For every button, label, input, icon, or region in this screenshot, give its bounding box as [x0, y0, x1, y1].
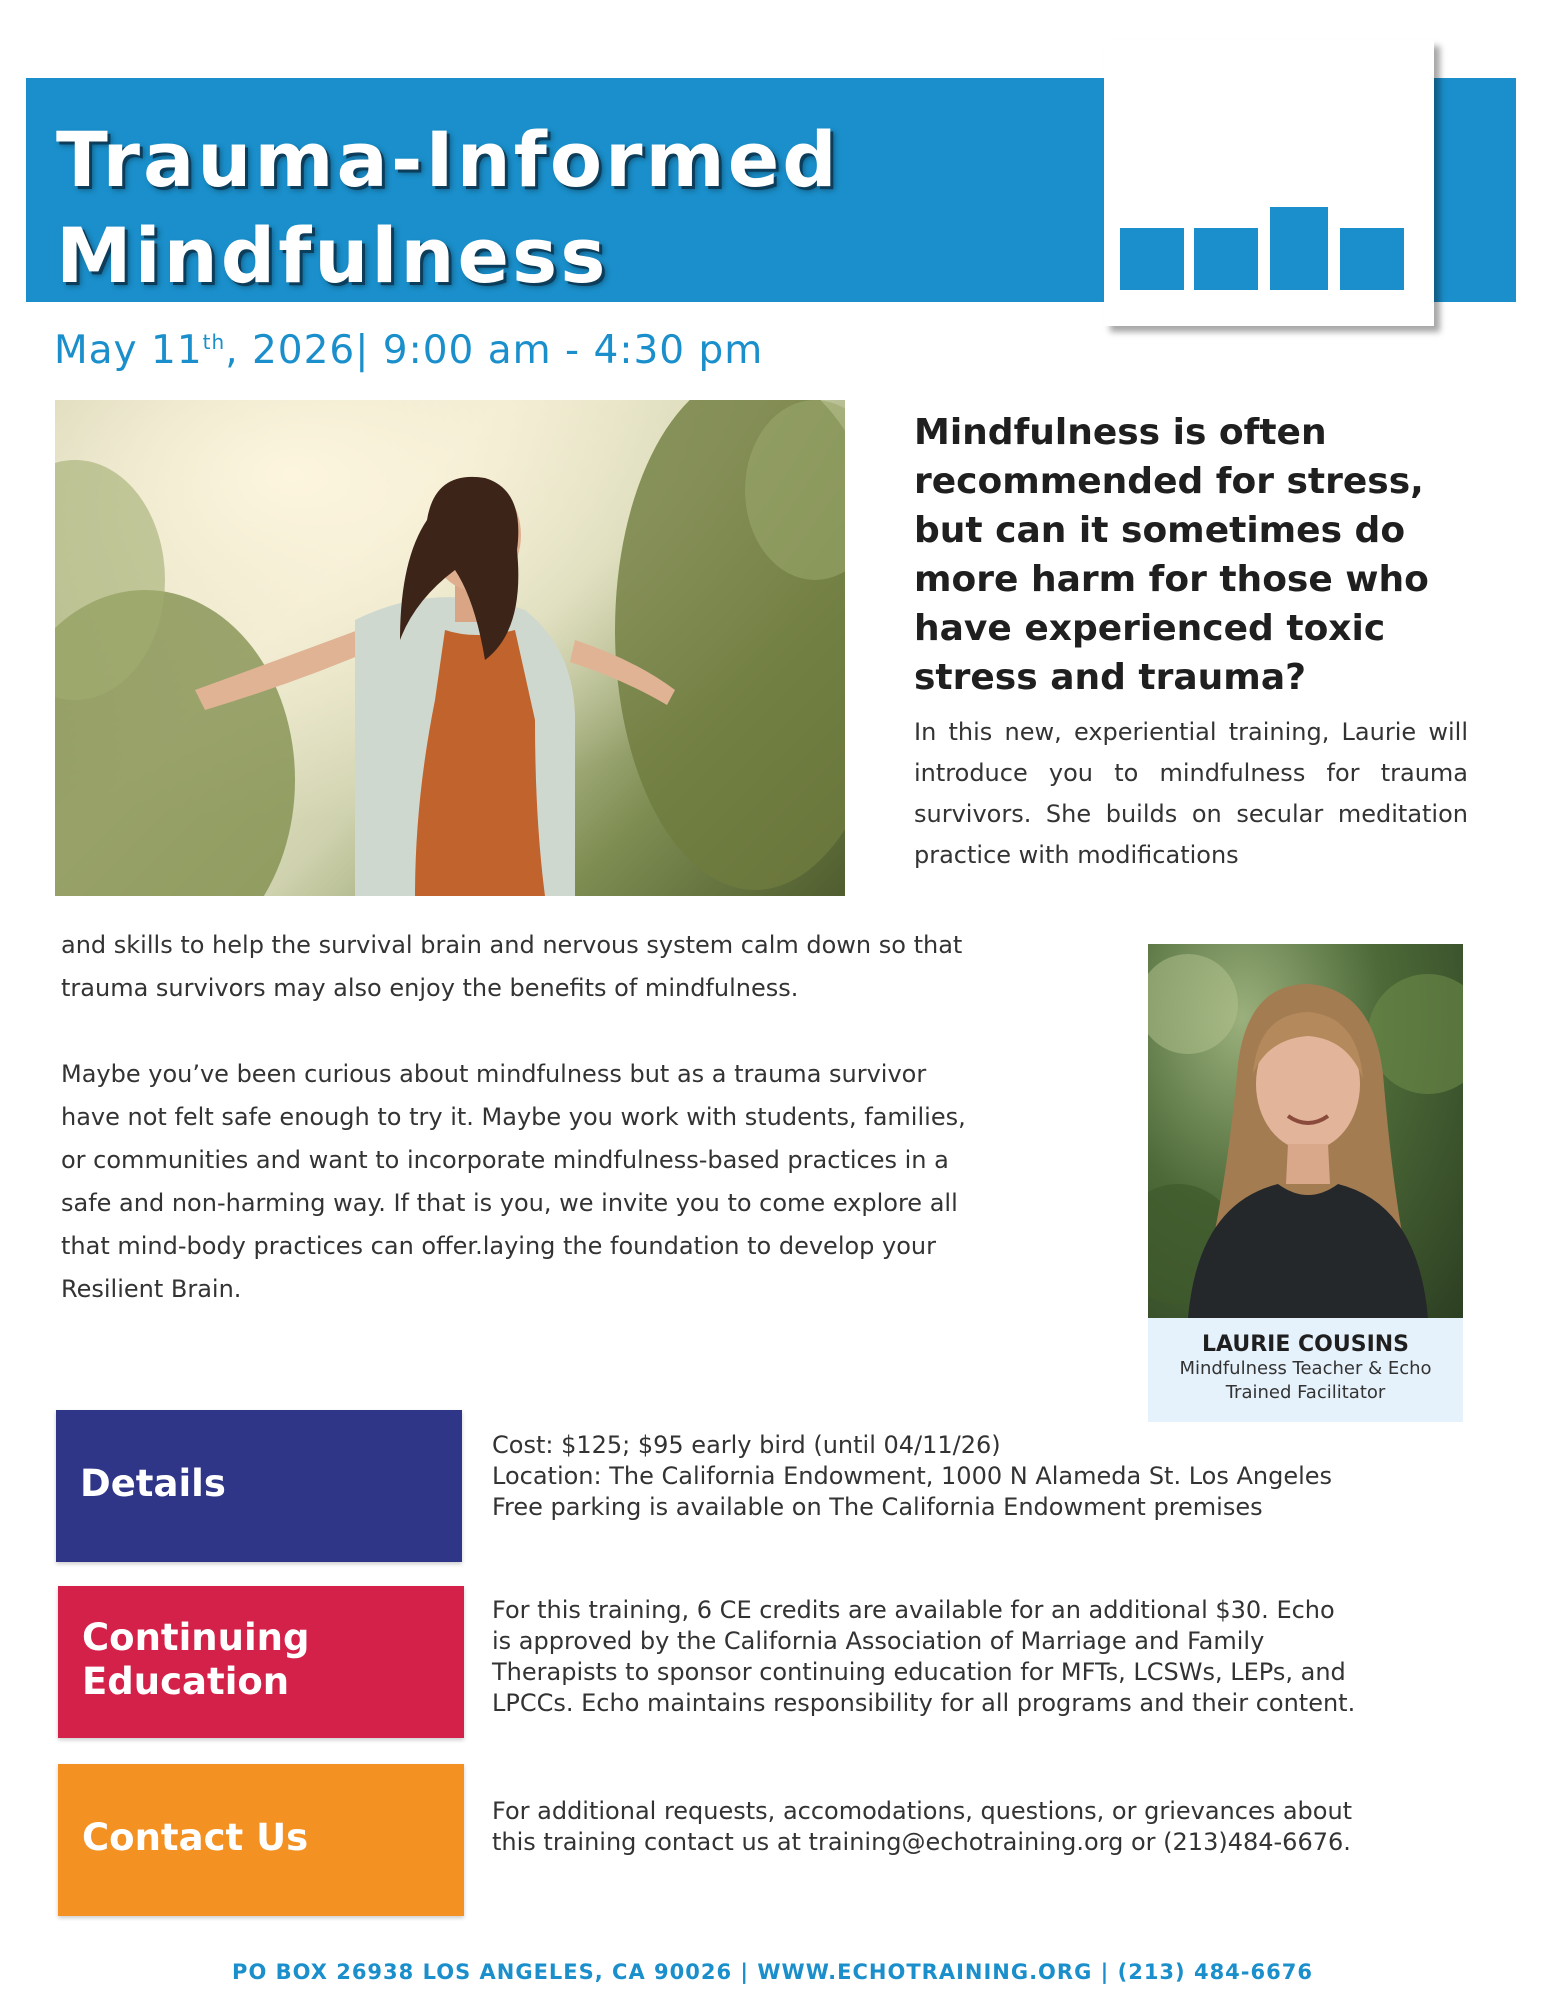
- logo-bar-2: [1194, 228, 1258, 290]
- event-date: [54, 328, 763, 373]
- intro-heading-line: have experienced toxic: [914, 608, 1386, 649]
- date-main: May 11: [54, 328, 203, 373]
- echo-logo: [1104, 40, 1434, 326]
- ce-line: Therapists to sponsor continuing education for MFTs, LCSWs, LEPs, and: [492, 1658, 1346, 1686]
- paragraph-line: Maybe you’ve been curious about mindfulness but as a trauma survivor: [61, 1060, 927, 1088]
- paragraph-line: have not felt safe enough to try it. Maybe you work with students, families,: [61, 1103, 966, 1131]
- intro-heading-line: more harm for those who: [914, 559, 1429, 600]
- page-title: [56, 112, 840, 304]
- paragraph-line: trauma survivors may also enjoy the benefits of mindfulness.: [61, 974, 799, 1002]
- speaker-role-line-2: Trained Facilitator: [1225, 1382, 1386, 1403]
- logo-bar-3: [1270, 207, 1328, 290]
- intro-heading-line: Mindfulness is often: [914, 412, 1327, 453]
- contact-line: this training contact us at training@echotraining.org or (213)484-6676.: [492, 1828, 1351, 1856]
- paragraph-line: and skills to help the survival brain and nervous system calm down so that: [61, 931, 963, 959]
- hero-photo: [55, 400, 845, 896]
- speaker-caption: [1148, 1318, 1463, 1422]
- logo-bar-4: [1340, 228, 1404, 290]
- details-label-box: [56, 1410, 462, 1562]
- continuing-education-info: [492, 1595, 1452, 1719]
- intro-heading: [914, 408, 1474, 702]
- intro-heading-line: recommended for stress,: [914, 461, 1424, 502]
- date-ordinal: th: [202, 330, 226, 354]
- ce-line: is approved by the California Association of Marriage and Family: [492, 1627, 1265, 1655]
- ce-line: For this training, 6 CE credits are available for an additional $30. Echo: [492, 1596, 1335, 1624]
- details-label: Details: [80, 1462, 226, 1505]
- ce-label-line-1: Continuing: [82, 1616, 310, 1659]
- description-text: [61, 924, 1111, 1354]
- contact-label: Contact Us: [82, 1816, 309, 1859]
- speaker-photo: [1148, 944, 1463, 1318]
- details-line: Cost: $125; $95 early bird (until 04/11/26): [492, 1431, 1001, 1459]
- title-line-2: Mindfulness: [56, 211, 609, 300]
- hero-photo-illustration: [55, 400, 845, 896]
- paragraph-line: that mind-body practices can offer.laying the foundation to develop your: [61, 1232, 937, 1260]
- paragraph-line: Resilient Brain.: [61, 1275, 242, 1303]
- intro-body: In this new, experiential training, Laurie will introduce you to mindfulness for trauma survivors. She builds on secular meditation practice with modifications: [914, 718, 1468, 869]
- intro-heading-line: stress and trauma?: [914, 657, 1306, 698]
- intro-heading-line: but can it sometimes do: [914, 510, 1406, 551]
- speaker-role-line-1: Mindfulness Teacher & Echo: [1179, 1358, 1432, 1379]
- date-time: , 2026| 9:00 am - 4:30 pm: [225, 328, 764, 373]
- continuing-education-label: [82, 1616, 309, 1704]
- ce-line: LPCCs. Echo maintains responsibility for all programs and their content.: [492, 1689, 1356, 1717]
- contact-line: For additional requests, accomodations, questions, or grievances about: [492, 1797, 1353, 1825]
- title-line-1: Trauma-Informed: [56, 115, 840, 204]
- contact-label-box: [58, 1764, 464, 1916]
- paragraph-1: [61, 924, 1111, 1010]
- paragraph-2: [61, 1053, 1111, 1311]
- details-line: Location: The California Endowment, 1000 N Alameda St. Los Angeles: [492, 1462, 1333, 1490]
- speaker-name: LAURIE COUSINS: [1201, 1332, 1410, 1357]
- ce-label-line-2: Education: [82, 1660, 290, 1703]
- details-line: Free parking is available on The California Endowment premises: [492, 1493, 1263, 1521]
- logo-bar-1: [1120, 228, 1184, 290]
- paragraph-line: or communities and want to incorporate mindfulness-based practices in a: [61, 1146, 949, 1174]
- contact-info: [492, 1796, 1452, 1858]
- paragraph-line: safe and non-harming way. If that is you, we invite you to come explore all: [61, 1189, 958, 1217]
- speaker-photo-illustration: [1148, 944, 1463, 1318]
- footer-contact: PO BOX 26938 LOS ANGELES, CA 90026 | WWW.ECHOTRAINING.ORG | (213) 484-6676: [232, 1960, 1313, 1984]
- details-info: [492, 1430, 1452, 1523]
- continuing-education-label-box: [58, 1586, 464, 1738]
